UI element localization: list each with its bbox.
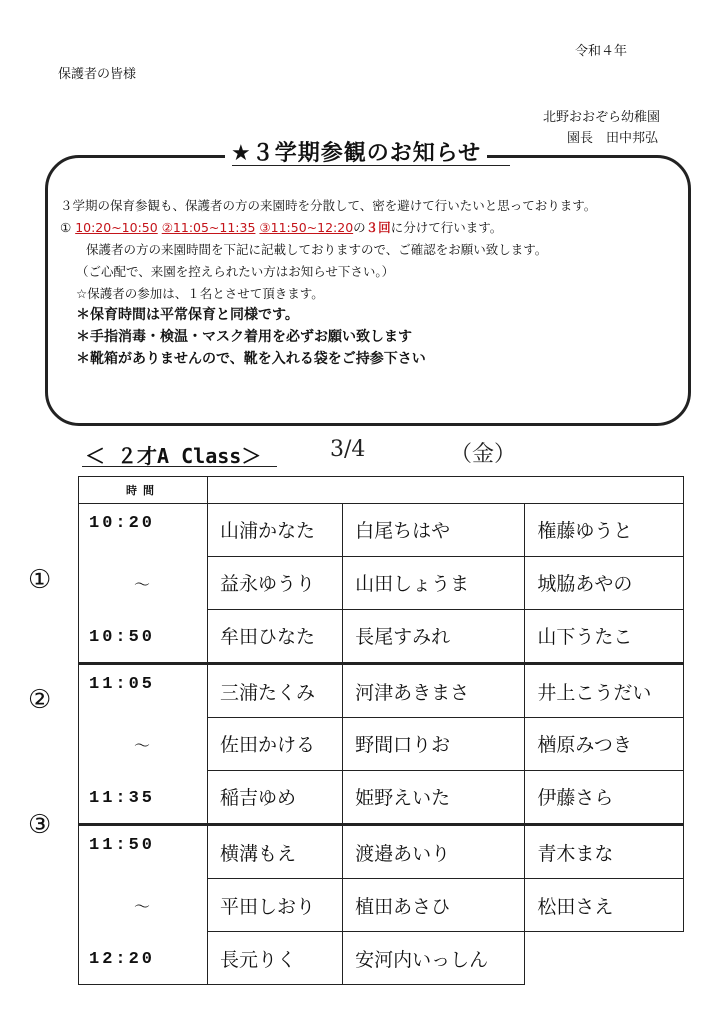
table-header-row	[79, 477, 684, 504]
child-name: 井上こうだい	[525, 664, 684, 718]
child-name: 楢原みつき	[525, 718, 684, 771]
recipient: 保護者の皆様	[58, 67, 137, 82]
time-cell-3	[79, 825, 208, 985]
slot-marker: ①	[60, 220, 76, 235]
notice-line-4: （ご心配で、来園を控えられたい方はお知らせ下さい。）	[76, 264, 395, 279]
child-name: 河津あきまさ	[343, 664, 525, 718]
principal-name: 園長 田中邦弘	[567, 131, 659, 146]
child-name: 長尾すみれ	[343, 609, 525, 663]
notice-line-6: ＊保育時間は平常保育と同様です。	[76, 307, 299, 323]
child-name: 長元りく	[208, 932, 343, 985]
schedule-table	[78, 476, 684, 985]
child-name: 山浦かなた	[208, 504, 343, 557]
count-text: ３回	[365, 220, 391, 235]
child-name: 山下うたこ	[525, 609, 684, 663]
child-name: 野間口りお	[343, 718, 525, 771]
child-name	[525, 932, 684, 985]
child-name: 稲吉ゆめ	[208, 770, 343, 824]
child-name: 白尾ちはや	[343, 504, 525, 557]
notice-title: ★３学期参観のお知らせ	[225, 136, 487, 167]
start-time: 10:20	[89, 514, 156, 533]
end-time: 11:35	[89, 789, 156, 808]
notice-line-5: ☆保護者の参加は、１名とさせて頂きます。	[76, 286, 324, 301]
child-name: 姫野えいた	[343, 770, 525, 824]
notice-line-2	[60, 218, 502, 236]
child-name: 佐田かける	[208, 718, 343, 771]
child-name: 植田あさひ	[343, 879, 525, 932]
class-underline	[82, 466, 277, 467]
time-cell-1	[79, 504, 208, 664]
table-row	[79, 504, 684, 557]
tilde: ～	[134, 897, 151, 916]
child-name: 権藤ゆうと	[525, 504, 684, 557]
group-marker-3: ③	[28, 810, 52, 840]
child-name: 城脇あやの	[525, 556, 684, 609]
slot-2-text: ②11:05~11:35	[161, 220, 256, 235]
child-name: 三浦たくみ	[208, 664, 343, 718]
start-time: 11:50	[89, 836, 156, 855]
end-time: 12:20	[89, 950, 156, 969]
notice-line-7: ＊手指消毒・検温・マスク着用を必ずお願い致します	[76, 329, 412, 345]
child-name: 益永ゆうり	[208, 556, 343, 609]
end-time: 10:50	[89, 628, 156, 647]
child-name: 伊藤さら	[525, 770, 684, 824]
group-marker-2: ②	[28, 685, 52, 715]
notice-line-3: 保護者の方の来園時間を下記に記載しておりますので、ご確認をお願い致します。	[86, 242, 548, 257]
group-marker-1: ①	[28, 565, 52, 595]
child-name: 松田さえ	[525, 879, 684, 932]
school-name: 北野おおぞら幼稚園	[543, 110, 661, 125]
child-name: 青木まな	[525, 825, 684, 879]
title-underline	[232, 165, 510, 166]
tilde: ～	[134, 575, 151, 594]
class-title: ＜ ２才A Class＞	[85, 444, 262, 468]
child-name: 渡邉あいり	[343, 825, 525, 879]
start-time: 11:05	[89, 675, 156, 694]
child-name: 牟田ひなた	[208, 609, 343, 663]
notice-box	[45, 155, 691, 426]
slot-1-text: 10:20~10:50	[75, 220, 158, 235]
tilde: ～	[134, 736, 151, 755]
time-cell-2	[79, 664, 208, 825]
child-name: 安河内いっしん	[343, 932, 525, 985]
slot-3-text: ③11:50~12:20	[259, 220, 354, 235]
child-name: 平田しおり	[208, 879, 343, 932]
line2-mid: の	[353, 220, 366, 235]
handwritten-weekday: （金）	[450, 442, 517, 467]
line2-suffix: に分けて行います。	[390, 220, 503, 235]
child-name: 山田しょうま	[343, 556, 525, 609]
notice-line-8: ＊靴箱がありませんので、靴を入れる袋をご持参下さい	[76, 351, 426, 367]
document-date: 令和４年	[575, 44, 628, 59]
handwritten-date: 3/4	[330, 437, 366, 462]
time-header: 時間	[79, 477, 208, 504]
table-row	[79, 825, 684, 879]
table-row	[79, 664, 684, 718]
header-blank	[208, 477, 684, 504]
child-name: 横溝もえ	[208, 825, 343, 879]
notice-line-1: ３学期の保育参観も、保護者の方の来園時を分散して、密を避けて行いたいと思っております。	[60, 198, 597, 213]
